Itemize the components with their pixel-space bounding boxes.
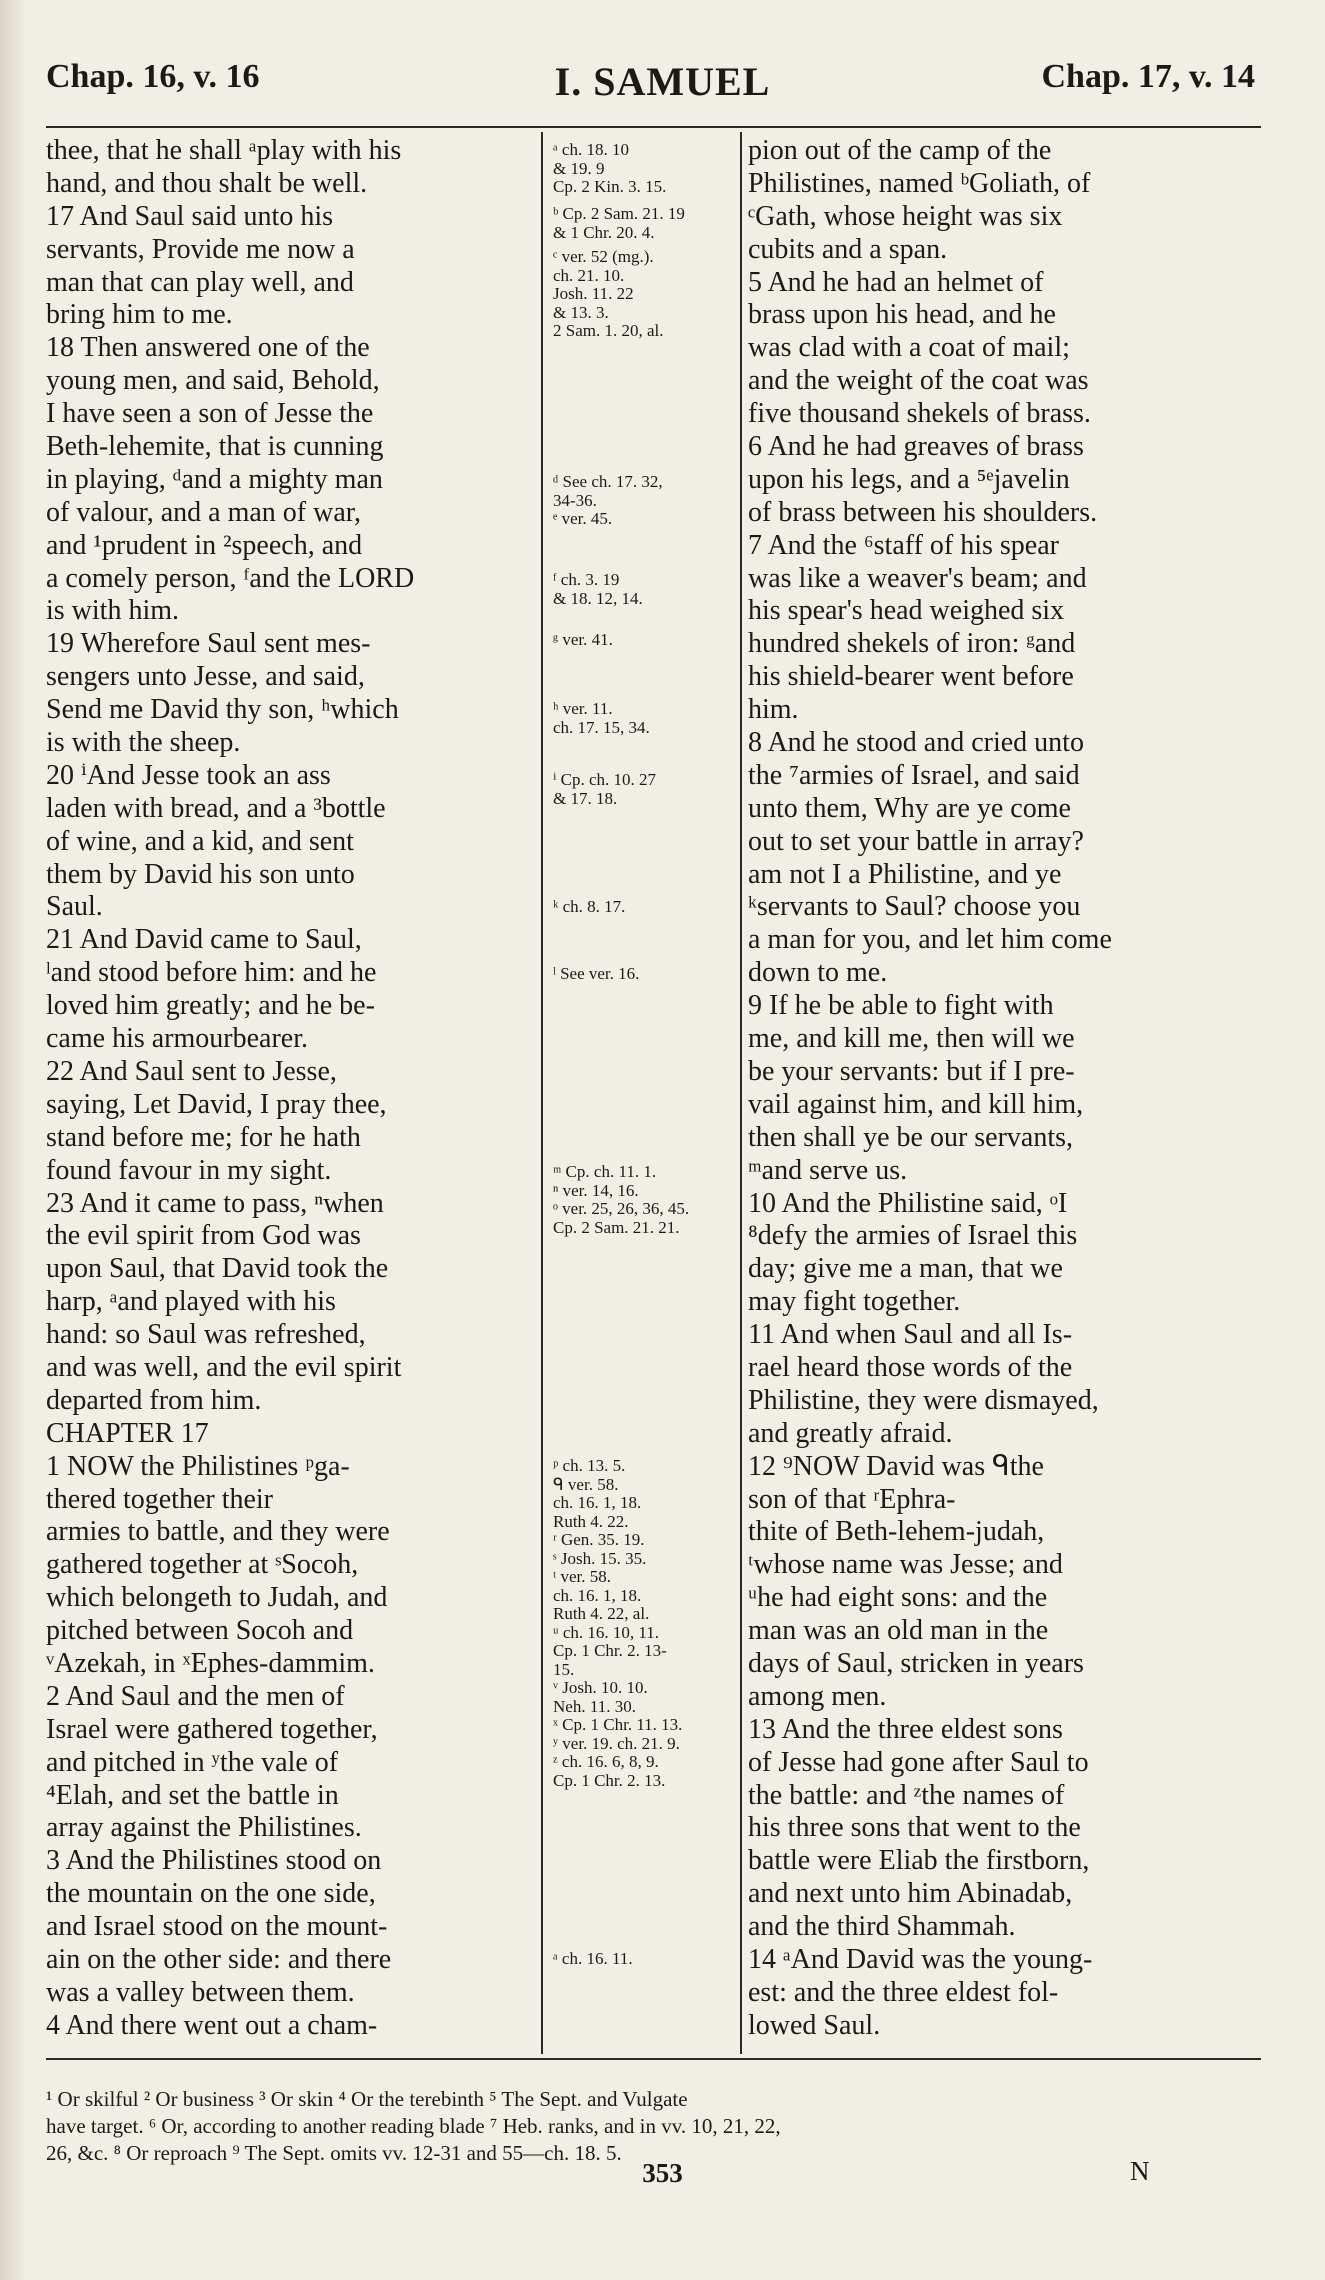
- text-line: upon his legs, and a ⁵ᵉjavelin: [748, 463, 1070, 495]
- text-line: 19 Wherefore Saul sent mes-: [46, 628, 371, 660]
- cross-reference: ⁱ Cp. ch. 10. 27 & 17. 18.: [553, 770, 657, 808]
- text-line: battle were Eliab the firstborn,: [748, 1845, 1090, 1877]
- text-line: then shall ye be our servants,: [748, 1121, 1074, 1153]
- text-line: found favour in my sight.: [46, 1154, 332, 1186]
- text-line: was clad with a coat of mail;: [748, 332, 1070, 364]
- text-line: ᵐand serve us.: [748, 1154, 908, 1186]
- text-line: his shield-bearer went before: [748, 661, 1074, 693]
- text-line: and ¹prudent in ²speech, and: [46, 529, 363, 561]
- signature-mark: N: [1130, 2156, 1150, 2186]
- cross-reference: ᵖ ch. 13. 5. ᑫ ver. 58. ch. 16. 1, 18. Ruth 4. 22. ʳ Gen. 35. 19. ˢ Josh. 15. 35. ᵗ ver. 58. ch. 16. 1, 18. Ruth 4. 22, al. ᵘ ch. 16. 10, 11. Cp. 1 Chr. 2. 13- 15. ᵛ Josh. 10. 10. Neh. 11. 30. ˣ Cp. 1 Chr. 11. 13. ʸ ver. 19. ch. 21. 9. ᶻ ch. 16. 6, 8, 9. Cp. 1 Chr. 2. 13.: [553, 1456, 683, 1790]
- text-line: ᶜGath, whose height was six: [748, 200, 1063, 232]
- text-line: and the weight of the coat was: [748, 365, 1089, 397]
- text-line: thite of Beth-lehem-judah,: [748, 1516, 1045, 1548]
- text-line: ᵗwhose name was Jesse; and: [748, 1549, 1063, 1581]
- text-line: was a valley between them.: [46, 1976, 355, 2008]
- text-line: was like a weaver's beam; and: [748, 562, 1087, 594]
- footnote-rule: [46, 2058, 1261, 2060]
- text-line: may fight together.: [748, 1286, 961, 1318]
- text-line: I have seen a son of Jesse the: [46, 398, 374, 430]
- text-line: hundred shekels of iron: ᵍand: [748, 628, 1076, 660]
- text-line: brass upon his head, and he: [748, 299, 1056, 331]
- text-line: the ⁷armies of Israel, and said: [748, 759, 1080, 791]
- text-line: hand: so Saul was refreshed,: [46, 1319, 366, 1351]
- cross-reference: ᶜ ver. 52 (mg.). ch. 21. 10. Josh. 11. 22 & 13. 3. 2 Sam. 1. 20, al.: [553, 247, 664, 340]
- text-line: ᵏservants to Saul? choose you: [748, 891, 1081, 923]
- text-line: out to set your battle in array?: [748, 825, 1084, 857]
- text-line: is with him.: [46, 595, 180, 627]
- footnote-line: have target. ⁶ Or, according to another reading blade ⁷ Heb. ranks, and in vv. 10, 21, 22,: [46, 2114, 781, 2138]
- text-line: servants, Provide me now a: [46, 233, 355, 265]
- text-line: of valour, and a man of war,: [46, 496, 361, 528]
- cross-reference: ᵏ ch. 8. 17.: [553, 897, 626, 916]
- text-line: 2 And Saul and the men of: [46, 1680, 345, 1712]
- footnote-line: ¹ Or skilful ² Or business ³ Or skin ⁴ Or the terebinth ⁵ The Sept. and Vulgate: [46, 2087, 688, 2111]
- running-head-book-title: I. SAMUEL: [554, 59, 771, 104]
- text-line: 11 And when Saul and all Is-: [748, 1319, 1073, 1351]
- text-line: ᵛAzekah, in ˣEphes-dammim.: [46, 1647, 375, 1679]
- text-line: lowed Saul.: [748, 2009, 881, 2041]
- cross-reference: ˡ See ver. 16.: [553, 964, 640, 983]
- text-line: down to me.: [748, 957, 888, 989]
- text-line: is with the sheep.: [46, 727, 241, 759]
- cross-reference: ᵐ Cp. ch. 11. 1. ⁿ ver. 14, 16. ᵒ ver. 25, 26, 36, 45. Cp. 2 Sam. 21. 21.: [553, 1162, 690, 1237]
- text-line: 12 ⁹NOW David was ᑫthe: [748, 1450, 1044, 1482]
- text-line: 8 And he stood and cried unto: [748, 727, 1084, 759]
- text-line: his three sons that went to the: [748, 1812, 1081, 1844]
- text-line: his spear's head weighed six: [748, 595, 1065, 627]
- text-line: Israel were gathered together,: [46, 1713, 378, 1745]
- text-line: and next unto him Abinadab,: [748, 1878, 1073, 1910]
- footnote-line: 26, &c. ⁸ Or reproach ⁹ The Sept. omits vv. 12-31 and 55—ch. 18. 5.: [46, 2141, 622, 2165]
- cross-reference: ᵍ ver. 41.: [553, 630, 613, 649]
- text-line: and greatly afraid.: [748, 1417, 953, 1449]
- text-line: them by David his son unto: [46, 858, 355, 890]
- text-line: days of Saul, stricken in years: [748, 1647, 1084, 1679]
- text-line: which belongeth to Judah, and: [46, 1582, 388, 1614]
- text-line: Send me David thy son, ʰwhich: [46, 694, 399, 726]
- text-line: Beth-lehemite, that is cunning: [46, 431, 384, 463]
- text-line: man that can play well, and: [46, 266, 354, 298]
- text-line: man was an old man in the: [748, 1615, 1049, 1647]
- text-line: hand, and thou shalt be well.: [46, 167, 368, 199]
- text-line: son of that ʳEphra-: [748, 1483, 956, 1515]
- text-line: 5 And he had an helmet of: [748, 266, 1044, 298]
- text-line: stand before me; for he hath: [46, 1121, 361, 1153]
- text-line: and Israel stood on the mount-: [46, 1911, 388, 1943]
- text-line: day; give me a man, that we: [748, 1253, 1063, 1285]
- text-line: sengers unto Jesse, and said,: [46, 661, 365, 693]
- text-line: of brass between his shoulders.: [748, 496, 1098, 528]
- text-line: 21 And David came to Saul,: [46, 924, 362, 956]
- text-line: 4 And there went out a cham-: [46, 2009, 378, 2041]
- cross-reference: ᵇ Cp. 2 Sam. 21. 19 & 1 Chr. 20. 4.: [553, 204, 685, 242]
- cross-reference: ᵈ See ch. 17. 32, 34-36. ᵉ ver. 45.: [553, 472, 663, 528]
- text-line: est: and the three eldest fol-: [748, 1976, 1059, 2008]
- text-line: unto them, Why are ye come: [748, 792, 1071, 824]
- cross-reference: ᵃ ch. 18. 10 & 19. 9 Cp. 2 Kin. 3. 15.: [553, 140, 667, 196]
- text-line: 7 And the ⁶staff of his spear: [748, 529, 1059, 561]
- text-line: 9 If he be able to fight with: [748, 990, 1054, 1022]
- text-line: be your servants: but if I pre-: [748, 1055, 1075, 1087]
- text-line: rael heard those words of the: [748, 1351, 1073, 1383]
- text-line: the mountain on the one side,: [46, 1878, 376, 1910]
- text-line: upon Saul, that David took the: [46, 1253, 389, 1285]
- page-number: 353: [642, 2158, 683, 2188]
- page-gutter-shadow: [0, 0, 24, 2280]
- column-rule-right: [740, 132, 742, 2054]
- text-line: ⁸defy the armies of Israel this: [748, 1220, 1078, 1252]
- text-line: him.: [748, 694, 799, 726]
- text-line: 14 ᵃAnd David was the young-: [748, 1943, 1093, 1975]
- text-line: armies to battle, and they were: [46, 1516, 390, 1548]
- text-line: ᵘhe had eight sons: and the: [748, 1582, 1048, 1614]
- text-line: and was well, and the evil spirit: [46, 1351, 402, 1383]
- cross-reference: ʰ ver. 11. ch. 17. 15, 34.: [553, 699, 650, 737]
- text-line: of wine, and a kid, and sent: [46, 825, 354, 857]
- cross-reference: ᵃ ch. 16. 11.: [553, 1949, 633, 1968]
- text-line: 17 And Saul said unto his: [46, 200, 334, 232]
- text-line: bring him to me.: [46, 299, 233, 331]
- cross-reference: ᶠ ch. 3. 19 & 18. 12, 14.: [553, 570, 643, 608]
- text-line: among men.: [748, 1680, 887, 1712]
- text-line: 10 And the Philistine said, ᵒI: [748, 1187, 1068, 1219]
- text-line: a comely person, ᶠand the LORD: [46, 562, 415, 594]
- text-line: 13 And the three eldest sons: [748, 1713, 1063, 1745]
- text-line: 3 And the Philistines stood on: [46, 1845, 382, 1877]
- text-line: Saul.: [46, 891, 103, 923]
- text-line: of Jesse had gone after Saul to: [748, 1746, 1089, 1778]
- text-line: me, and kill me, then will we: [748, 1023, 1075, 1055]
- text-line: laden with bread, and a ³bottle: [46, 792, 386, 824]
- text-line: 22 And Saul sent to Jesse,: [46, 1055, 337, 1087]
- text-line: ⁴Elah, and set the battle in: [46, 1779, 339, 1811]
- text-line: thered together their: [46, 1483, 274, 1515]
- text-line: Philistines, named ᵇGoliath, of: [748, 167, 1091, 199]
- footnotes: [46, 2086, 1266, 2167]
- text-line: 18 Then answered one of the: [46, 332, 370, 364]
- text-line: pitched between Socoh and: [46, 1615, 354, 1647]
- text-line: ˡand stood before him: and he: [46, 957, 377, 989]
- text-line: the battle: and ᶻthe names of: [748, 1779, 1065, 1811]
- text-line: Philistine, they were dismayed,: [748, 1384, 1099, 1416]
- text-line: vail against him, and kill him,: [748, 1088, 1084, 1120]
- text-line: a man for you, and let him come: [748, 924, 1112, 956]
- text-line: and pitched in ʸthe vale of: [46, 1746, 339, 1778]
- text-line: harp, ᵃand played with his: [46, 1286, 336, 1318]
- running-head-right: Chap. 17, v. 14: [1041, 58, 1255, 95]
- text-line: and the third Shammah.: [748, 1911, 1016, 1943]
- text-line: departed from him.: [46, 1384, 262, 1416]
- text-line: 23 And it came to pass, ⁿwhen: [46, 1187, 384, 1219]
- running-head-left: Chap. 16, v. 16: [46, 58, 260, 95]
- right-text-column: [748, 135, 1254, 2043]
- text-line: young men, and said, Behold,: [46, 365, 380, 397]
- text-line: ain on the other side: and there: [46, 1943, 392, 1975]
- text-line: the evil spirit from God was: [46, 1220, 361, 1252]
- text-line: array against the Philistines.: [46, 1812, 362, 1844]
- text-line: gathered together at ˢSocoh,: [46, 1549, 359, 1581]
- text-line: am not I a Philistine, and ye: [748, 858, 1062, 890]
- text-line: saying, Let David, I pray thee,: [46, 1088, 387, 1120]
- column-rule-left: [541, 132, 543, 2054]
- text-line: 1 NOW the Philistines ᵖga-: [46, 1450, 350, 1482]
- text-line: CHAPTER 17: [46, 1417, 209, 1449]
- text-line: cubits and a span.: [748, 233, 948, 265]
- text-line: 6 And he had greaves of brass: [748, 431, 1084, 463]
- text-line: in playing, ᵈand a mighty man: [46, 463, 383, 495]
- left-text-column: [46, 135, 532, 2043]
- text-line: pion out of the camp of the: [748, 135, 1052, 166]
- text-line: five thousand shekels of brass.: [748, 398, 1091, 430]
- text-line: loved him greatly; and he be-: [46, 990, 375, 1022]
- header-rule: [46, 126, 1261, 128]
- text-line: came his armourbearer.: [46, 1023, 308, 1055]
- text-line: thee, that he shall ᵃplay with his: [46, 135, 402, 166]
- text-line: 20 ⁱAnd Jesse took an ass: [46, 759, 331, 791]
